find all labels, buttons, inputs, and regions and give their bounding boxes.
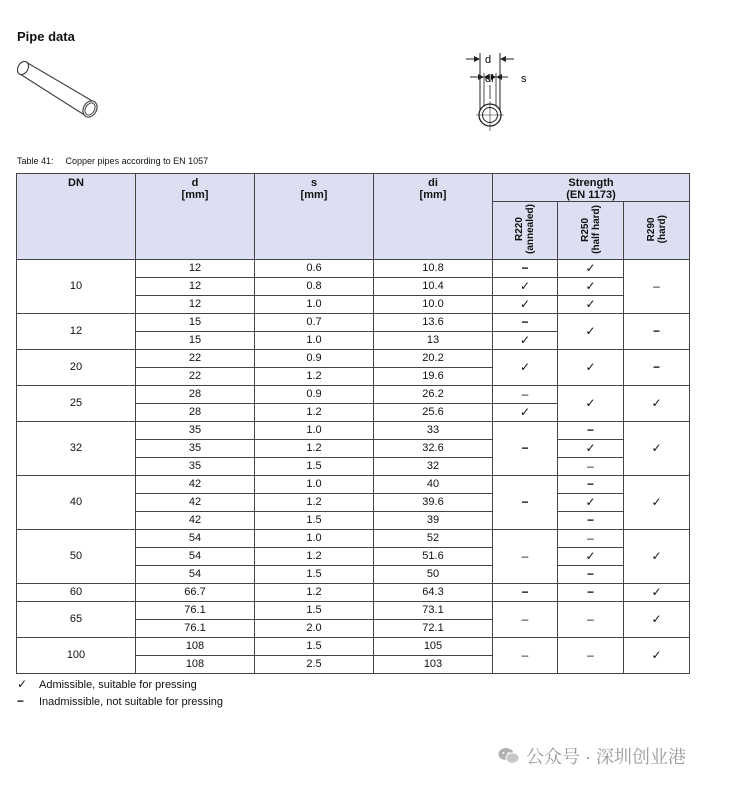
s-cell: 1.0 xyxy=(255,476,374,494)
r250-mark: − xyxy=(558,512,624,530)
r290-mark: − xyxy=(624,314,690,350)
r250-mark: ✓ xyxy=(558,548,624,566)
r220-mark: ✓ xyxy=(493,278,558,296)
s-cell: 0.6 xyxy=(255,260,374,278)
copper-pipes-table xyxy=(16,173,690,674)
watermark-text: 公众号 · 深圳创业港 xyxy=(526,747,686,767)
d-cell: 22 xyxy=(136,368,255,386)
r290-mark: ✓ xyxy=(624,584,690,602)
r250-mark: – xyxy=(558,638,624,674)
d-cell: 108 xyxy=(136,656,255,674)
d-cell: 42 xyxy=(136,476,255,494)
r290-mark: ✓ xyxy=(624,602,690,638)
dn-cell: 12 xyxy=(17,314,136,350)
d-cell: 35 xyxy=(136,440,255,458)
table-row xyxy=(17,350,690,368)
r220-mark: − xyxy=(493,314,558,332)
r250-mark: – xyxy=(558,530,624,548)
di-cell: 19.6 xyxy=(374,368,493,386)
table-row xyxy=(17,422,690,440)
s-cell: 1.5 xyxy=(255,602,374,620)
table-number: Table 41: xyxy=(17,156,54,166)
s-cell: 0.9 xyxy=(255,386,374,404)
dn-cell: 60 xyxy=(17,584,136,602)
r250-mark: ✓ xyxy=(558,278,624,296)
r220-mark: ✓ xyxy=(493,332,558,350)
r290-mark: ✓ xyxy=(624,386,690,422)
r250-mark: − xyxy=(558,422,624,440)
s-cell: 1.5 xyxy=(255,638,374,656)
s-cell: 1.0 xyxy=(255,296,374,314)
pipe-illustration xyxy=(16,58,108,124)
table-row xyxy=(17,386,690,404)
d-cell: 22 xyxy=(136,350,255,368)
s-cell: 1.2 xyxy=(255,368,374,386)
table-caption xyxy=(17,156,208,166)
d-cell: 108 xyxy=(136,638,255,656)
r220-mark: – xyxy=(493,638,558,674)
r290-mark: ✓ xyxy=(624,476,690,530)
table-caption-text: Copper pipes according to EN 1057 xyxy=(65,156,209,166)
s-cell: 1.2 xyxy=(255,548,374,566)
r250-mark: ✓ xyxy=(558,296,624,314)
s-cell: 1.0 xyxy=(255,530,374,548)
r220-mark: – xyxy=(493,530,558,584)
r250-mark: – xyxy=(558,458,624,476)
r290-mark: − xyxy=(624,350,690,386)
s-cell: 1.0 xyxy=(255,422,374,440)
s-cell: 1.0 xyxy=(255,332,374,350)
di-cell: 25.6 xyxy=(374,404,493,422)
di-cell: 72.1 xyxy=(374,620,493,638)
di-cell: 13.6 xyxy=(374,314,493,332)
r220-mark: ✓ xyxy=(493,350,558,386)
di-cell: 10.0 xyxy=(374,296,493,314)
dn-cell: 32 xyxy=(17,422,136,476)
d-cell: 28 xyxy=(136,386,255,404)
r250-mark: ✓ xyxy=(558,260,624,278)
d-cell: 54 xyxy=(136,566,255,584)
s-cell: 1.2 xyxy=(255,440,374,458)
di-cell: 26.2 xyxy=(374,386,493,404)
inner-diameter-label: di xyxy=(485,73,494,85)
watermark xyxy=(498,743,686,769)
di-cell: 64.3 xyxy=(374,584,493,602)
table-row xyxy=(17,638,690,656)
di-cell: 50 xyxy=(374,566,493,584)
checkmark-icon: ✓ xyxy=(17,677,28,691)
di-cell: 39 xyxy=(374,512,493,530)
r250-mark: ✓ xyxy=(558,386,624,422)
di-cell: 73.1 xyxy=(374,602,493,620)
r220-mark: − xyxy=(493,422,558,476)
table-row xyxy=(17,584,690,602)
di-cell: 51.6 xyxy=(374,548,493,566)
s-cell: 0.8 xyxy=(255,278,374,296)
di-cell: 103 xyxy=(374,656,493,674)
s-cell: 1.2 xyxy=(255,494,374,512)
r220-mark: ✓ xyxy=(493,404,558,422)
d-cell: 12 xyxy=(136,278,255,296)
s-cell: 1.2 xyxy=(255,584,374,602)
di-cell: 33 xyxy=(374,422,493,440)
d-cell: 42 xyxy=(136,512,255,530)
diameter-label: d xyxy=(485,54,492,66)
d-cell: 28 xyxy=(136,404,255,422)
r250-mark: ✓ xyxy=(558,494,624,512)
di-cell: 52 xyxy=(374,530,493,548)
legend-admissible xyxy=(17,677,197,691)
d-cell: 76.1 xyxy=(136,602,255,620)
s-cell: 1.2 xyxy=(255,404,374,422)
wall-thickness-label: s xyxy=(521,73,527,85)
r250-mark: − xyxy=(558,476,624,494)
s-cell: 1.5 xyxy=(255,566,374,584)
header-d: d [mm] xyxy=(136,174,255,260)
dn-cell: 65 xyxy=(17,602,136,638)
di-cell: 105 xyxy=(374,638,493,656)
d-cell: 15 xyxy=(136,314,255,332)
r220-mark: – xyxy=(493,386,558,404)
d-cell: 15 xyxy=(136,332,255,350)
di-cell: 20.2 xyxy=(374,350,493,368)
s-cell: 2.0 xyxy=(255,620,374,638)
header-r290: R290 (hard) xyxy=(624,202,690,260)
di-cell: 40 xyxy=(374,476,493,494)
table-row xyxy=(17,602,690,620)
r220-mark: − xyxy=(493,260,558,278)
dash-icon: − xyxy=(17,694,25,708)
d-cell: 35 xyxy=(136,458,255,476)
r250-mark: ✓ xyxy=(558,314,624,350)
dn-cell: 50 xyxy=(17,530,136,584)
di-cell: 10.8 xyxy=(374,260,493,278)
d-cell: 66.7 xyxy=(136,584,255,602)
s-cell: 2.5 xyxy=(255,656,374,674)
legend-inadmissible-text: Inadmissible, not suitable for pressing xyxy=(39,696,224,708)
header-s: s [mm] xyxy=(255,174,374,260)
di-cell: 13 xyxy=(374,332,493,350)
r220-mark: – xyxy=(493,602,558,638)
s-cell: 0.9 xyxy=(255,350,374,368)
header-r250: R250 (half hard) xyxy=(558,202,624,260)
r290-mark: ✓ xyxy=(624,422,690,476)
table-row xyxy=(17,260,690,278)
r220-mark: − xyxy=(493,476,558,530)
dn-cell: 100 xyxy=(17,638,136,674)
header-dn: DN xyxy=(17,174,136,260)
s-cell: 1.5 xyxy=(255,512,374,530)
wechat-icon xyxy=(498,747,520,765)
page-title: Pipe data xyxy=(17,29,75,44)
r250-mark: – xyxy=(558,602,624,638)
r290-mark: ✓ xyxy=(624,530,690,584)
d-cell: 76.1 xyxy=(136,620,255,638)
d-cell: 54 xyxy=(136,530,255,548)
r250-mark: − xyxy=(558,584,624,602)
r290-mark: ✓ xyxy=(624,638,690,674)
d-cell: 12 xyxy=(136,260,255,278)
di-cell: 39.6 xyxy=(374,494,493,512)
di-cell: 32.6 xyxy=(374,440,493,458)
legend-admissible-text: Admissible, suitable for pressing xyxy=(39,679,197,691)
d-cell: 12 xyxy=(136,296,255,314)
r250-mark: ✓ xyxy=(558,350,624,386)
r220-mark: ✓ xyxy=(493,296,558,314)
r220-mark: − xyxy=(493,584,558,602)
di-cell: 32 xyxy=(374,458,493,476)
header-strength: Strength (EN 1173) xyxy=(493,174,690,202)
legend-inadmissible xyxy=(17,694,223,708)
dn-cell: 40 xyxy=(17,476,136,530)
d-cell: 54 xyxy=(136,548,255,566)
table-row xyxy=(17,530,690,548)
r290-mark: – xyxy=(624,260,690,314)
r250-mark: − xyxy=(558,566,624,584)
table-row xyxy=(17,314,690,332)
dn-cell: 10 xyxy=(17,260,136,314)
d-cell: 42 xyxy=(136,494,255,512)
dn-cell: 25 xyxy=(17,386,136,422)
pipe-cross-section-diagram xyxy=(458,51,538,137)
s-cell: 0.7 xyxy=(255,314,374,332)
di-cell: 10.4 xyxy=(374,278,493,296)
s-cell: 1.5 xyxy=(255,458,374,476)
header-r220: R220 (annealed) xyxy=(493,202,558,260)
r250-mark: ✓ xyxy=(558,440,624,458)
header-di: di [mm] xyxy=(374,174,493,260)
table-row xyxy=(17,476,690,494)
d-cell: 35 xyxy=(136,422,255,440)
dn-cell: 20 xyxy=(17,350,136,386)
